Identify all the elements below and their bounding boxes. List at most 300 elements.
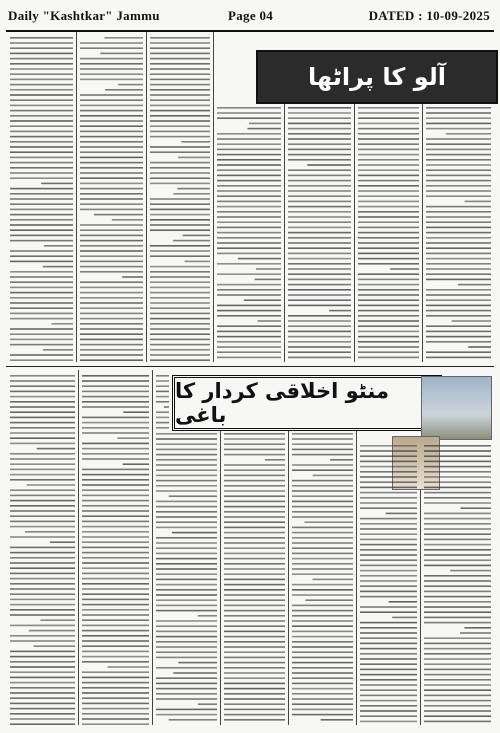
text-line xyxy=(82,526,149,528)
text-line xyxy=(424,617,491,619)
text-line xyxy=(118,84,143,86)
text-line xyxy=(224,490,285,492)
text-line xyxy=(424,585,491,587)
text-line xyxy=(156,714,217,716)
text-line xyxy=(150,307,210,309)
text-line xyxy=(424,476,491,478)
text-line xyxy=(292,573,353,575)
text-line xyxy=(426,107,491,109)
text-line xyxy=(150,63,210,65)
text-line xyxy=(358,133,419,135)
text-line xyxy=(360,492,417,494)
text-line xyxy=(292,542,353,544)
text-line xyxy=(358,107,419,109)
text-line xyxy=(150,229,210,231)
text-line xyxy=(217,351,281,353)
text-line xyxy=(460,632,491,634)
text-line xyxy=(150,328,210,330)
text-line xyxy=(80,333,143,335)
text-line xyxy=(224,469,285,471)
text-line xyxy=(358,263,419,265)
text-line xyxy=(156,480,217,482)
text-line xyxy=(43,266,73,268)
text-line xyxy=(224,631,285,633)
text-line xyxy=(424,669,491,671)
text-line xyxy=(450,570,491,572)
text-line xyxy=(82,448,149,450)
text-line xyxy=(150,245,210,247)
text-line xyxy=(80,73,143,75)
text-line xyxy=(224,703,285,705)
text-line xyxy=(358,206,419,208)
text-line xyxy=(156,375,169,377)
text-line xyxy=(156,599,217,601)
text-line xyxy=(156,433,217,435)
text-line xyxy=(288,180,351,182)
text-line xyxy=(460,507,491,509)
text-line xyxy=(156,542,217,544)
text-line xyxy=(156,631,217,633)
text-line xyxy=(82,713,149,715)
text-line xyxy=(150,146,210,148)
text-line xyxy=(198,615,217,617)
text-line xyxy=(150,131,210,133)
issue-date: DATED : 10-09-2025 xyxy=(368,8,490,23)
text-line xyxy=(82,692,149,694)
text-line xyxy=(360,559,417,561)
text-line xyxy=(80,313,143,315)
text-line xyxy=(123,411,149,413)
text-line xyxy=(150,42,210,44)
text-line xyxy=(150,167,210,169)
text-line xyxy=(82,567,149,569)
text-line xyxy=(360,539,417,541)
text-line xyxy=(217,263,281,265)
text-line xyxy=(80,261,143,263)
text-line xyxy=(178,662,217,664)
text-line xyxy=(10,661,75,663)
text-line xyxy=(313,475,353,477)
text-line xyxy=(292,547,353,549)
text-line xyxy=(10,557,75,559)
text-line xyxy=(82,500,149,502)
text-line xyxy=(82,630,149,632)
text-line xyxy=(360,658,417,660)
text-line xyxy=(424,689,491,691)
text-line xyxy=(426,138,491,140)
text-line xyxy=(288,357,351,359)
text-line xyxy=(10,489,75,491)
text-line xyxy=(217,325,281,327)
text-line xyxy=(52,323,73,325)
text-line xyxy=(10,53,73,55)
text-line xyxy=(10,708,75,710)
text-line xyxy=(10,411,75,413)
text-line xyxy=(150,73,210,75)
text-line xyxy=(292,677,353,679)
text-line xyxy=(80,131,143,133)
text-line xyxy=(360,502,417,504)
text-line xyxy=(10,261,73,263)
text-line xyxy=(360,700,417,702)
text-line xyxy=(217,143,281,145)
text-line xyxy=(150,344,210,346)
text-line xyxy=(446,133,491,135)
text-line xyxy=(150,203,210,205)
text-line xyxy=(82,505,149,507)
text-line xyxy=(10,463,75,465)
text-line xyxy=(360,481,417,483)
text-line xyxy=(426,315,491,317)
text-line xyxy=(10,198,73,200)
text-line xyxy=(360,554,417,556)
text-line xyxy=(288,128,351,130)
text-line xyxy=(156,594,217,596)
text-line xyxy=(424,721,491,723)
text-line xyxy=(10,281,73,283)
text-line xyxy=(426,273,491,275)
text-line xyxy=(217,117,281,119)
paper-title: Daily "Kashtkar" Jammu xyxy=(8,8,160,23)
text-line xyxy=(424,481,491,483)
text-line xyxy=(255,279,281,281)
text-line xyxy=(292,527,353,529)
text-line xyxy=(82,531,149,533)
text-line xyxy=(224,542,285,544)
text-line xyxy=(424,455,491,457)
text-line xyxy=(80,68,143,70)
text-line xyxy=(288,123,351,125)
text-line xyxy=(424,497,491,499)
text-line xyxy=(150,313,210,315)
text-line xyxy=(10,614,75,616)
text-line xyxy=(156,422,169,424)
text-line xyxy=(288,315,351,317)
text-line xyxy=(288,112,351,114)
text-line xyxy=(292,657,353,659)
text-line xyxy=(360,689,417,691)
text-line xyxy=(360,721,417,723)
text-line xyxy=(10,292,73,294)
text-line xyxy=(80,63,143,65)
text-line xyxy=(358,294,419,296)
text-line xyxy=(10,136,73,138)
text-line xyxy=(360,523,417,525)
text-line xyxy=(178,157,210,159)
text-line xyxy=(424,658,491,660)
text-line xyxy=(150,318,210,320)
text-line xyxy=(156,417,169,419)
text-line xyxy=(426,149,491,151)
text-line xyxy=(465,201,491,203)
text-line xyxy=(82,401,149,403)
text-line xyxy=(426,305,491,307)
text-line xyxy=(224,719,285,721)
text-line xyxy=(150,120,210,122)
text-line xyxy=(10,73,73,75)
text-line xyxy=(292,662,353,664)
text-line xyxy=(82,583,149,585)
text-line xyxy=(360,695,417,697)
text-line xyxy=(360,471,417,473)
text-line xyxy=(288,320,351,322)
text-line xyxy=(288,227,351,229)
text-line xyxy=(224,636,285,638)
text-line xyxy=(183,235,210,237)
text-line xyxy=(358,117,419,119)
text-line xyxy=(82,599,149,601)
text-line xyxy=(80,141,143,143)
text-line xyxy=(10,583,75,585)
text-line xyxy=(217,138,281,140)
text-line xyxy=(358,315,419,317)
text-line xyxy=(150,58,210,60)
text-line xyxy=(150,183,210,185)
text-line xyxy=(217,237,281,239)
text-line xyxy=(156,490,217,492)
text-line xyxy=(426,143,491,145)
text-line xyxy=(80,120,143,122)
text-line xyxy=(10,115,73,117)
text-line xyxy=(360,461,417,463)
text-line xyxy=(288,232,351,234)
text-line xyxy=(80,328,143,330)
text-line xyxy=(80,235,143,237)
text-line xyxy=(82,635,149,637)
text-line xyxy=(156,454,217,456)
text-line xyxy=(80,255,143,257)
text-line xyxy=(426,175,491,177)
text-line xyxy=(10,318,73,320)
text-line xyxy=(426,268,491,270)
text-line xyxy=(156,527,217,529)
text-line xyxy=(358,273,419,275)
text-line xyxy=(82,723,149,725)
text-line xyxy=(424,450,491,452)
text-line xyxy=(10,229,73,231)
text-line xyxy=(217,206,281,208)
text-line xyxy=(82,651,149,653)
text-line xyxy=(292,495,353,497)
text-line xyxy=(426,195,491,197)
text-line xyxy=(249,123,281,125)
text-line xyxy=(82,661,149,663)
text-line xyxy=(224,657,285,659)
text-line xyxy=(150,136,210,138)
text-line xyxy=(80,125,143,127)
text-line xyxy=(224,433,285,435)
text-line xyxy=(217,315,281,317)
text-line xyxy=(156,516,217,518)
text-line xyxy=(10,287,73,289)
text-line xyxy=(288,201,351,203)
text-line xyxy=(217,227,281,229)
text-line xyxy=(358,336,419,338)
text-line xyxy=(10,453,75,455)
text-line xyxy=(10,63,73,65)
text-line xyxy=(292,490,353,492)
text-line xyxy=(224,605,285,607)
text-line xyxy=(288,336,351,338)
text-line xyxy=(360,570,417,572)
text-line xyxy=(358,310,419,312)
text-line xyxy=(424,596,491,598)
text-line xyxy=(82,588,149,590)
text-line xyxy=(10,515,75,517)
text-line xyxy=(358,237,419,239)
text-line xyxy=(358,331,419,333)
text-line xyxy=(10,58,73,60)
text-line xyxy=(224,641,285,643)
text-line xyxy=(82,391,149,393)
text-line xyxy=(10,510,75,512)
text-line xyxy=(82,708,149,710)
text-line xyxy=(424,523,491,525)
text-line xyxy=(150,214,210,216)
text-line xyxy=(80,151,143,153)
text-line xyxy=(424,648,491,650)
text-line xyxy=(389,601,417,603)
text-line xyxy=(224,662,285,664)
text-line xyxy=(105,89,143,91)
text-line xyxy=(292,703,353,705)
text-line xyxy=(452,320,491,322)
text-line xyxy=(288,143,351,145)
text-line xyxy=(424,601,491,603)
text-line xyxy=(150,198,210,200)
text-line xyxy=(150,162,210,164)
text-line xyxy=(424,575,491,577)
text-line xyxy=(150,287,210,289)
text-line xyxy=(292,568,353,570)
text-line xyxy=(358,247,419,249)
text-line xyxy=(156,464,217,466)
text-line xyxy=(292,683,353,685)
text-line xyxy=(118,437,149,439)
text-line xyxy=(10,406,75,408)
text-line xyxy=(358,143,419,145)
text-line xyxy=(217,346,281,348)
text-line xyxy=(360,445,417,447)
text-line xyxy=(29,630,75,632)
text-line xyxy=(424,544,491,546)
text-line xyxy=(288,242,351,244)
text-line xyxy=(80,209,143,211)
text-line xyxy=(10,146,73,148)
text-line xyxy=(321,719,353,721)
text-line xyxy=(358,253,419,255)
text-line xyxy=(10,593,75,595)
text-line xyxy=(82,453,149,455)
text-line xyxy=(360,533,417,535)
text-line xyxy=(217,357,281,359)
text-line xyxy=(80,105,143,107)
text-line xyxy=(292,558,353,560)
text-line xyxy=(150,302,210,304)
text-line xyxy=(43,349,73,351)
text-line xyxy=(10,635,75,637)
text-line xyxy=(10,79,73,81)
text-line xyxy=(224,443,285,445)
text-line xyxy=(360,476,417,478)
text-line xyxy=(424,445,491,447)
text-line xyxy=(156,411,169,413)
text-line xyxy=(288,185,351,187)
text-line xyxy=(424,559,491,561)
text-line xyxy=(358,201,419,203)
text-line xyxy=(82,469,149,471)
text-line xyxy=(10,68,73,70)
text-line xyxy=(10,375,75,377)
text-line xyxy=(424,679,491,681)
text-line xyxy=(358,299,419,301)
text-line xyxy=(358,284,419,286)
text-line xyxy=(358,227,419,229)
text-line xyxy=(150,53,210,55)
text-line xyxy=(217,331,281,333)
text-line xyxy=(292,443,353,445)
text-line xyxy=(10,692,75,694)
text-line xyxy=(360,450,417,452)
text-line xyxy=(288,299,351,301)
text-line xyxy=(172,532,217,534)
text-line xyxy=(426,216,491,218)
text-line xyxy=(424,528,491,530)
text-line xyxy=(217,133,281,135)
text-line xyxy=(358,211,419,213)
text-line xyxy=(330,459,353,461)
text-line xyxy=(224,521,285,523)
text-line xyxy=(80,193,143,195)
text-line xyxy=(80,167,143,169)
text-line xyxy=(82,375,149,377)
text-line xyxy=(156,511,217,513)
text-line xyxy=(10,105,73,107)
text-line xyxy=(217,211,281,213)
text-line xyxy=(224,667,285,669)
page-number: Page 04 xyxy=(228,8,274,23)
text-line xyxy=(10,432,75,434)
text-line xyxy=(426,227,491,229)
text-line xyxy=(360,591,417,593)
text-line xyxy=(424,591,491,593)
text-line xyxy=(292,480,353,482)
text-line xyxy=(288,346,351,348)
text-line xyxy=(217,273,281,275)
text-line xyxy=(358,128,419,130)
text-line xyxy=(258,320,281,322)
text-line xyxy=(360,585,417,587)
text-line xyxy=(10,609,75,611)
text-line xyxy=(10,125,73,127)
text-line xyxy=(292,553,353,555)
text-line xyxy=(10,495,75,497)
text-line xyxy=(224,610,285,612)
text-line xyxy=(82,521,149,523)
text-line xyxy=(288,117,351,119)
text-line xyxy=(424,533,491,535)
text-line xyxy=(80,281,143,283)
text-line xyxy=(80,203,143,205)
text-line xyxy=(10,328,73,330)
text-line xyxy=(82,557,149,559)
text-line xyxy=(156,605,217,607)
text-line xyxy=(292,511,353,513)
text-line xyxy=(426,294,491,296)
text-line xyxy=(424,539,491,541)
text-line xyxy=(156,677,217,679)
text-line xyxy=(156,391,169,393)
